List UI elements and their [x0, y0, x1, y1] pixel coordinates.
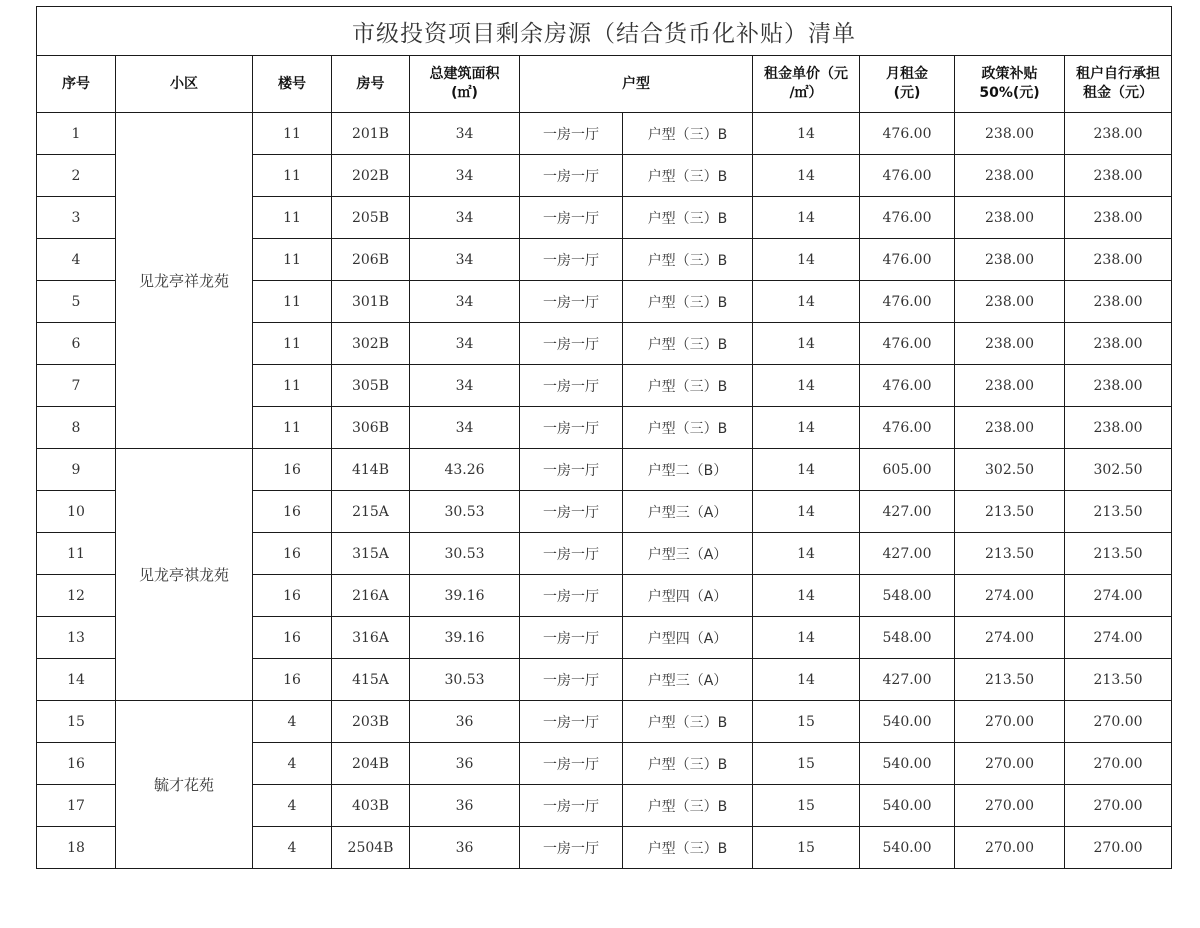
- cell-monthly-rent: 540.00: [860, 827, 955, 869]
- cell-tenant-rent: 274.00: [1065, 575, 1172, 617]
- cell-unit-price: 14: [753, 659, 860, 701]
- cell-unit-price: 14: [753, 365, 860, 407]
- cell-room: 204B: [332, 743, 410, 785]
- cell-type: 户型三（A）: [623, 491, 753, 533]
- cell-seq: 5: [37, 281, 116, 323]
- cell-area: 36: [410, 785, 520, 827]
- cell-subsidy: 270.00: [955, 827, 1065, 869]
- cell-area: 30.53: [410, 659, 520, 701]
- cell-tenant-rent: 238.00: [1065, 407, 1172, 449]
- cell-building: 16: [253, 659, 332, 701]
- cell-monthly-rent: 548.00: [860, 575, 955, 617]
- cell-area: 34: [410, 365, 520, 407]
- cell-tenant-rent: 238.00: [1065, 113, 1172, 155]
- cell-type: 户型（三）B: [623, 197, 753, 239]
- cell-monthly-rent: 476.00: [860, 407, 955, 449]
- cell-subsidy: 274.00: [955, 617, 1065, 659]
- cell-tenant-rent: 270.00: [1065, 785, 1172, 827]
- cell-subsidy: 270.00: [955, 701, 1065, 743]
- cell-seq: 3: [37, 197, 116, 239]
- cell-seq: 14: [37, 659, 116, 701]
- cell-rooms: 一房一厅: [520, 743, 623, 785]
- cell-subsidy: 270.00: [955, 743, 1065, 785]
- cell-tenant-rent: 238.00: [1065, 323, 1172, 365]
- cell-room: 216A: [332, 575, 410, 617]
- cell-monthly-rent: 540.00: [860, 785, 955, 827]
- cell-rooms: 一房一厅: [520, 407, 623, 449]
- header-row: [37, 56, 1172, 113]
- cell-unit-price: 14: [753, 533, 860, 575]
- cell-community: 见龙亭祥龙苑: [116, 113, 253, 449]
- cell-building: 11: [253, 197, 332, 239]
- table-body: [37, 113, 1172, 869]
- cell-tenant-rent: 213.50: [1065, 491, 1172, 533]
- cell-area: 34: [410, 239, 520, 281]
- cell-type: 户型（三）B: [623, 827, 753, 869]
- cell-type: 户型四（A）: [623, 617, 753, 659]
- cell-area: 34: [410, 281, 520, 323]
- cell-subsidy: 270.00: [955, 785, 1065, 827]
- cell-area: 39.16: [410, 575, 520, 617]
- cell-room: 415A: [332, 659, 410, 701]
- header-monthly-rent-line2: (元): [893, 85, 921, 101]
- cell-building: 16: [253, 533, 332, 575]
- cell-subsidy: 238.00: [955, 113, 1065, 155]
- cell-room: 201B: [332, 113, 410, 155]
- cell-area: 36: [410, 743, 520, 785]
- cell-rooms: 一房一厅: [520, 701, 623, 743]
- cell-type: 户型（三）B: [623, 407, 753, 449]
- cell-monthly-rent: 476.00: [860, 365, 955, 407]
- cell-unit-price: 14: [753, 491, 860, 533]
- cell-seq: 1: [37, 113, 116, 155]
- cell-area: 34: [410, 113, 520, 155]
- cell-tenant-rent: 213.50: [1065, 659, 1172, 701]
- header-area-line1: 总建筑面积: [429, 66, 500, 82]
- cell-type: 户型四（A）: [623, 575, 753, 617]
- header-seq: 序号: [37, 56, 116, 113]
- header-subsidy: [955, 56, 1065, 113]
- cell-type: 户型（三）B: [623, 281, 753, 323]
- cell-unit-price: 14: [753, 239, 860, 281]
- cell-type: 户型（三）B: [623, 239, 753, 281]
- cell-building: 16: [253, 449, 332, 491]
- header-room: 房号: [332, 56, 410, 113]
- header-unit-price-line1: 租金单价（元: [764, 66, 848, 82]
- cell-building: 11: [253, 365, 332, 407]
- cell-building: 11: [253, 407, 332, 449]
- cell-building: 16: [253, 491, 332, 533]
- cell-monthly-rent: 476.00: [860, 281, 955, 323]
- cell-type: 户型（三）B: [623, 155, 753, 197]
- cell-type: 户型（三）B: [623, 785, 753, 827]
- cell-seq: 8: [37, 407, 116, 449]
- cell-tenant-rent: 238.00: [1065, 197, 1172, 239]
- cell-room: 403B: [332, 785, 410, 827]
- cell-area: 36: [410, 701, 520, 743]
- cell-seq: 11: [37, 533, 116, 575]
- cell-tenant-rent: 238.00: [1065, 281, 1172, 323]
- cell-unit-price: 14: [753, 197, 860, 239]
- cell-type: 户型三（A）: [623, 659, 753, 701]
- cell-room: 414B: [332, 449, 410, 491]
- cell-rooms: 一房一厅: [520, 365, 623, 407]
- cell-subsidy: 213.50: [955, 659, 1065, 701]
- cell-unit-price: 14: [753, 155, 860, 197]
- cell-seq: 2: [37, 155, 116, 197]
- cell-room: 206B: [332, 239, 410, 281]
- cell-tenant-rent: 270.00: [1065, 827, 1172, 869]
- cell-monthly-rent: 476.00: [860, 197, 955, 239]
- cell-subsidy: 213.50: [955, 533, 1065, 575]
- cell-monthly-rent: 540.00: [860, 743, 955, 785]
- cell-subsidy: 238.00: [955, 239, 1065, 281]
- cell-subsidy: 238.00: [955, 197, 1065, 239]
- cell-monthly-rent: 605.00: [860, 449, 955, 491]
- cell-monthly-rent: 540.00: [860, 701, 955, 743]
- cell-building: 16: [253, 617, 332, 659]
- cell-seq: 9: [37, 449, 116, 491]
- cell-building: 11: [253, 239, 332, 281]
- cell-rooms: 一房一厅: [520, 617, 623, 659]
- cell-unit-price: 14: [753, 113, 860, 155]
- cell-area: 34: [410, 197, 520, 239]
- cell-building: 11: [253, 113, 332, 155]
- cell-seq: 16: [37, 743, 116, 785]
- cell-tenant-rent: 238.00: [1065, 365, 1172, 407]
- header-layout: 户型: [520, 56, 753, 113]
- cell-seq: 7: [37, 365, 116, 407]
- cell-rooms: 一房一厅: [520, 197, 623, 239]
- cell-community: 毓才花苑: [116, 701, 253, 869]
- cell-monthly-rent: 548.00: [860, 617, 955, 659]
- cell-subsidy: 238.00: [955, 281, 1065, 323]
- cell-type: 户型三（A）: [623, 533, 753, 575]
- cell-unit-price: 15: [753, 785, 860, 827]
- cell-monthly-rent: 476.00: [860, 323, 955, 365]
- cell-room: 215A: [332, 491, 410, 533]
- cell-tenant-rent: 274.00: [1065, 617, 1172, 659]
- cell-rooms: 一房一厅: [520, 785, 623, 827]
- cell-tenant-rent: 238.00: [1065, 239, 1172, 281]
- cell-area: 30.53: [410, 533, 520, 575]
- cell-unit-price: 14: [753, 323, 860, 365]
- table-title: 市级投资项目剩余房源（结合货币化补贴）清单: [37, 7, 1172, 56]
- cell-room: 302B: [332, 323, 410, 365]
- cell-tenant-rent: 302.50: [1065, 449, 1172, 491]
- cell-area: 34: [410, 155, 520, 197]
- cell-type: 户型（三）B: [623, 743, 753, 785]
- cell-subsidy: 213.50: [955, 491, 1065, 533]
- table-row: [37, 701, 1172, 743]
- cell-rooms: 一房一厅: [520, 575, 623, 617]
- cell-rooms: 一房一厅: [520, 239, 623, 281]
- cell-building: 11: [253, 155, 332, 197]
- cell-room: 306B: [332, 407, 410, 449]
- cell-type: 户型（三）B: [623, 365, 753, 407]
- table-row: [37, 113, 1172, 155]
- cell-subsidy: 238.00: [955, 365, 1065, 407]
- cell-tenant-rent: 238.00: [1065, 155, 1172, 197]
- cell-room: 2504B: [332, 827, 410, 869]
- cell-rooms: 一房一厅: [520, 659, 623, 701]
- header-tenant-rent-line2: 租金（元）: [1083, 85, 1154, 101]
- cell-room: 203B: [332, 701, 410, 743]
- cell-area: 34: [410, 323, 520, 365]
- cell-unit-price: 14: [753, 281, 860, 323]
- cell-rooms: 一房一厅: [520, 281, 623, 323]
- cell-seq: 15: [37, 701, 116, 743]
- cell-building: 16: [253, 575, 332, 617]
- cell-building: 4: [253, 785, 332, 827]
- header-area: [410, 56, 520, 113]
- cell-seq: 6: [37, 323, 116, 365]
- cell-subsidy: 238.00: [955, 407, 1065, 449]
- header-unit-price: [753, 56, 860, 113]
- cell-seq: 10: [37, 491, 116, 533]
- cell-unit-price: 14: [753, 617, 860, 659]
- cell-unit-price: 14: [753, 575, 860, 617]
- cell-tenant-rent: 213.50: [1065, 533, 1172, 575]
- cell-seq: 12: [37, 575, 116, 617]
- table-row: [37, 449, 1172, 491]
- cell-unit-price: 14: [753, 449, 860, 491]
- cell-type: 户型（三）B: [623, 701, 753, 743]
- cell-seq: 13: [37, 617, 116, 659]
- cell-rooms: 一房一厅: [520, 533, 623, 575]
- header-unit-price-line2: /㎡）: [789, 85, 823, 101]
- cell-area: 43.26: [410, 449, 520, 491]
- cell-subsidy: 238.00: [955, 323, 1065, 365]
- header-community: 小区: [116, 56, 253, 113]
- header-subsidy-line1: 政策补贴: [981, 66, 1038, 82]
- cell-room: 316A: [332, 617, 410, 659]
- cell-room: 315A: [332, 533, 410, 575]
- cell-room: 301B: [332, 281, 410, 323]
- header-subsidy-line2: 50%(元): [979, 85, 1040, 101]
- cell-building: 11: [253, 323, 332, 365]
- cell-subsidy: 274.00: [955, 575, 1065, 617]
- cell-rooms: 一房一厅: [520, 449, 623, 491]
- cell-subsidy: 238.00: [955, 155, 1065, 197]
- cell-seq: 18: [37, 827, 116, 869]
- cell-area: 39.16: [410, 617, 520, 659]
- cell-room: 305B: [332, 365, 410, 407]
- cell-monthly-rent: 476.00: [860, 113, 955, 155]
- cell-unit-price: 14: [753, 407, 860, 449]
- header-area-line2: (㎡): [451, 85, 478, 101]
- header-tenant-rent: [1065, 56, 1172, 113]
- cell-rooms: 一房一厅: [520, 113, 623, 155]
- cell-type: 户型二（B）: [623, 449, 753, 491]
- cell-room: 202B: [332, 155, 410, 197]
- cell-monthly-rent: 476.00: [860, 239, 955, 281]
- cell-building: 4: [253, 827, 332, 869]
- cell-building: 4: [253, 743, 332, 785]
- header-monthly-rent: [860, 56, 955, 113]
- cell-area: 36: [410, 827, 520, 869]
- cell-seq: 17: [37, 785, 116, 827]
- cell-monthly-rent: 427.00: [860, 659, 955, 701]
- cell-rooms: 一房一厅: [520, 155, 623, 197]
- cell-community: 见龙亭祺龙苑: [116, 449, 253, 701]
- cell-monthly-rent: 427.00: [860, 491, 955, 533]
- cell-rooms: 一房一厅: [520, 827, 623, 869]
- cell-area: 30.53: [410, 491, 520, 533]
- cell-building: 11: [253, 281, 332, 323]
- cell-tenant-rent: 270.00: [1065, 701, 1172, 743]
- cell-area: 34: [410, 407, 520, 449]
- header-building: 楼号: [253, 56, 332, 113]
- cell-tenant-rent: 270.00: [1065, 743, 1172, 785]
- cell-unit-price: 15: [753, 827, 860, 869]
- cell-monthly-rent: 476.00: [860, 155, 955, 197]
- cell-seq: 4: [37, 239, 116, 281]
- cell-rooms: 一房一厅: [520, 323, 623, 365]
- header-monthly-rent-line1: 月租金: [886, 66, 928, 82]
- cell-monthly-rent: 427.00: [860, 533, 955, 575]
- cell-type: 户型（三）B: [623, 113, 753, 155]
- housing-listing-table: [36, 6, 1172, 869]
- cell-rooms: 一房一厅: [520, 491, 623, 533]
- header-tenant-rent-line1: 租户自行承担: [1076, 66, 1161, 82]
- cell-unit-price: 15: [753, 743, 860, 785]
- cell-unit-price: 15: [753, 701, 860, 743]
- cell-type: 户型（三）B: [623, 323, 753, 365]
- cell-building: 4: [253, 701, 332, 743]
- cell-room: 205B: [332, 197, 410, 239]
- cell-subsidy: 302.50: [955, 449, 1065, 491]
